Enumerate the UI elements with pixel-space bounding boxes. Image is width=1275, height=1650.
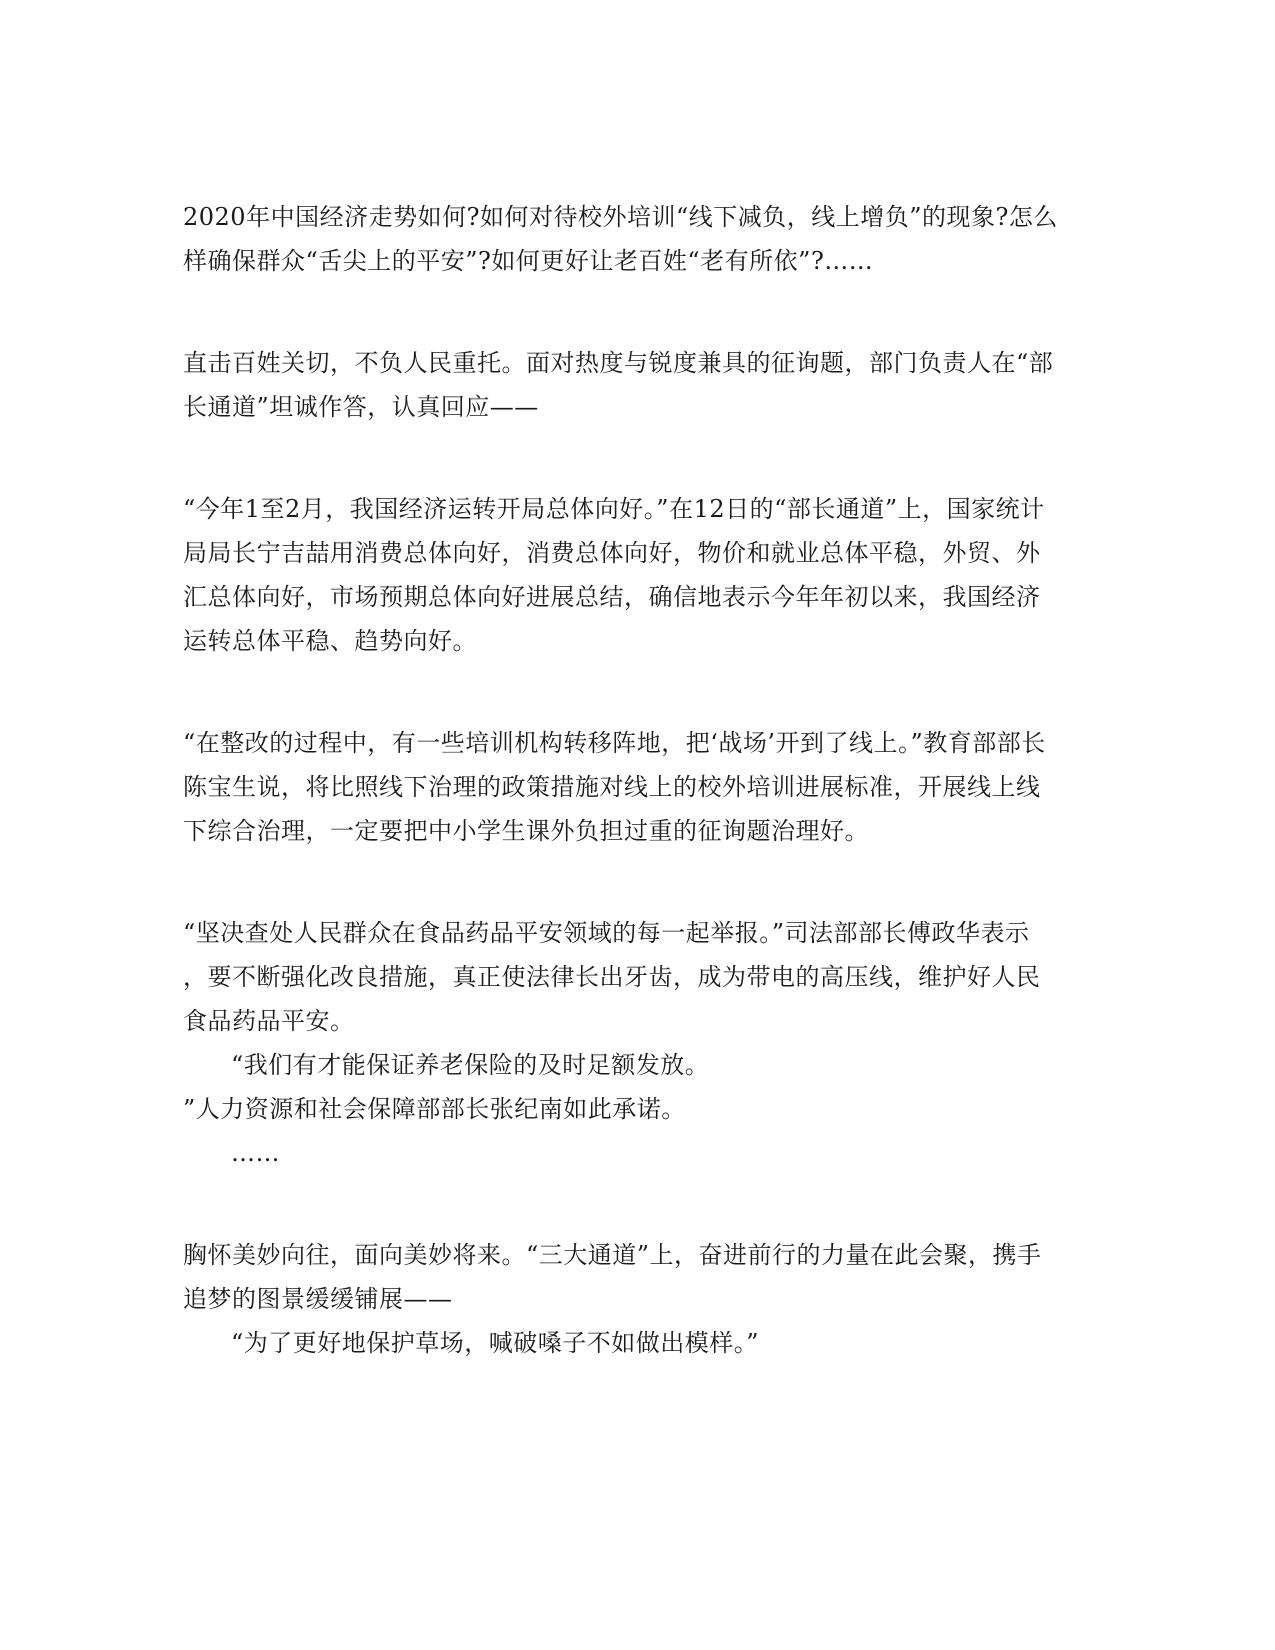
paragraph-closing: [183, 1233, 1043, 1365]
text-line: 追梦的图景缓缓铺展——: [183, 1285, 453, 1313]
text-line: “我们有才能保证养老保险的及时足额发放。: [231, 1051, 710, 1079]
paragraph-justice: [183, 911, 1043, 1043]
text-line: 汇总体向好，市场预期总体向好进展总结，确信地表示今年年初以来，我国经济: [183, 583, 1041, 611]
text-line: “在整改的过程中，有一些培训机构转移阵地，把‘战场’开到了线上。”教育部部长: [183, 729, 1046, 757]
text-line: ”人力资源和社会保障部部长张纪南如此承诺。: [183, 1095, 686, 1123]
text-line: 陈宝生说，将比照线下治理的政策措施对线上的校外培训进展标准，开展线上线: [183, 773, 1041, 801]
paragraph-statistics: [183, 487, 1043, 663]
text-line: 局局长宁吉喆用消费总体向好，消费总体向好，物价和就业总体平稳，外贸、外: [183, 539, 1041, 567]
text-line: “坚决查处人民群众在食品药品平安领域的每一起举报。”司法部部长傅政华表示: [183, 919, 1030, 947]
text-line: “今年1至2月，我国经济运转开局总体向好。”在12日的“部长通道”上，国家统计: [183, 495, 1045, 523]
text-line: 2020年中国经济走势如何?如何对待校外培训“线下减负，线上增负”的现象?怎么: [183, 203, 1058, 231]
text-line: 样确保群众“舌尖上的平安”?如何更好让老百姓“老有所依”?……: [183, 247, 874, 275]
text-line: 食品药品平安。: [183, 1007, 355, 1035]
text-line: 长通道”坦诚作答，认真回应——: [183, 393, 539, 421]
text-line: 胸怀美妙向往，面向美妙将来。“三大通道”上，奋进前行的力量在此会聚，携手: [183, 1241, 1042, 1269]
text-line: 运转总体平稳、趋势向好。: [183, 627, 477, 655]
document-body: [183, 195, 1058, 1365]
text-line: “为了更好地保护草场，喊破嗓子不如做出模样。”: [231, 1329, 760, 1357]
text-line: 下综合治理，一定要把中小学生课外负担过重的征询题治理好。: [183, 817, 869, 845]
paragraph-economy: [183, 195, 1058, 283]
text-line: 直击百姓关切，不负人民重托。面对热度与锐度兼具的征询题，部门负责人在“部: [183, 349, 1054, 377]
paragraph-intro: [183, 341, 1054, 429]
text-line: ，要不断强化改良措施，真正使法律长出牙齿，成为带电的高压线，维护好人民: [183, 963, 1041, 991]
paragraph-education: [183, 721, 1046, 853]
paragraph-pension: [183, 1043, 1043, 1175]
ellipsis: ……: [231, 1139, 280, 1167]
